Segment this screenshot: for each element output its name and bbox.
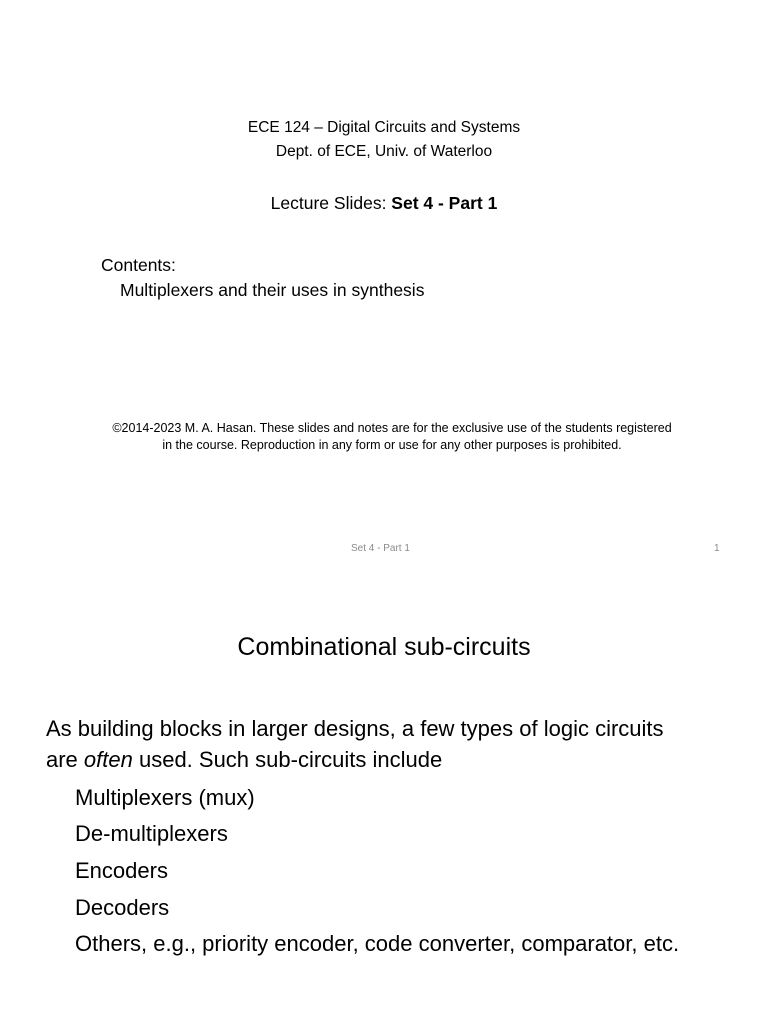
lecture-prefix: Lecture Slides: (270, 193, 392, 213)
list-item: Others, e.g., priority encoder, code converter, comparator, etc. (75, 931, 680, 956)
contents-label: Contents: (101, 255, 176, 275)
list-item: Encoders (75, 858, 168, 883)
course-title: ECE 124 – Digital Circuits and Systems (247, 119, 521, 136)
intro-line-2-after: used. Such sub-circuits include (132, 747, 443, 772)
intro-line-1: As building blocks in larger designs, a few types of logic circuits (46, 716, 664, 741)
contents-item: Multiplexers and their uses in synthesis (120, 280, 425, 300)
slide-title: Combinational sub-circuits (237, 633, 531, 661)
list-item: Multiplexers (mux) (75, 785, 255, 810)
lecture-line (0, 192, 768, 214)
slide-footer-label: Set 4 - Part 1 (351, 543, 410, 554)
intro-line-2 (46, 746, 442, 774)
intro-line-2-emphasis: often (83, 747, 133, 772)
copyright-line-1: ©2014-2023 M. A. Hasan. These slides and notes are for the exclusive use of the students registered (112, 421, 672, 435)
slide-2 (0, 566, 768, 1024)
department-line: Dept. of ECE, Univ. of Waterloo (275, 143, 493, 160)
slide-page-number: 1 (714, 543, 720, 554)
list-item: Decoders (75, 895, 170, 920)
list-item: De-multiplexers (75, 821, 228, 846)
lecture-set: Set 4 - Part 1 (391, 193, 498, 213)
copyright-line-2: in the course. Reproduction in any form or use for any other purposes is prohibited. (162, 438, 622, 452)
intro-line-2-before: are (46, 747, 84, 772)
